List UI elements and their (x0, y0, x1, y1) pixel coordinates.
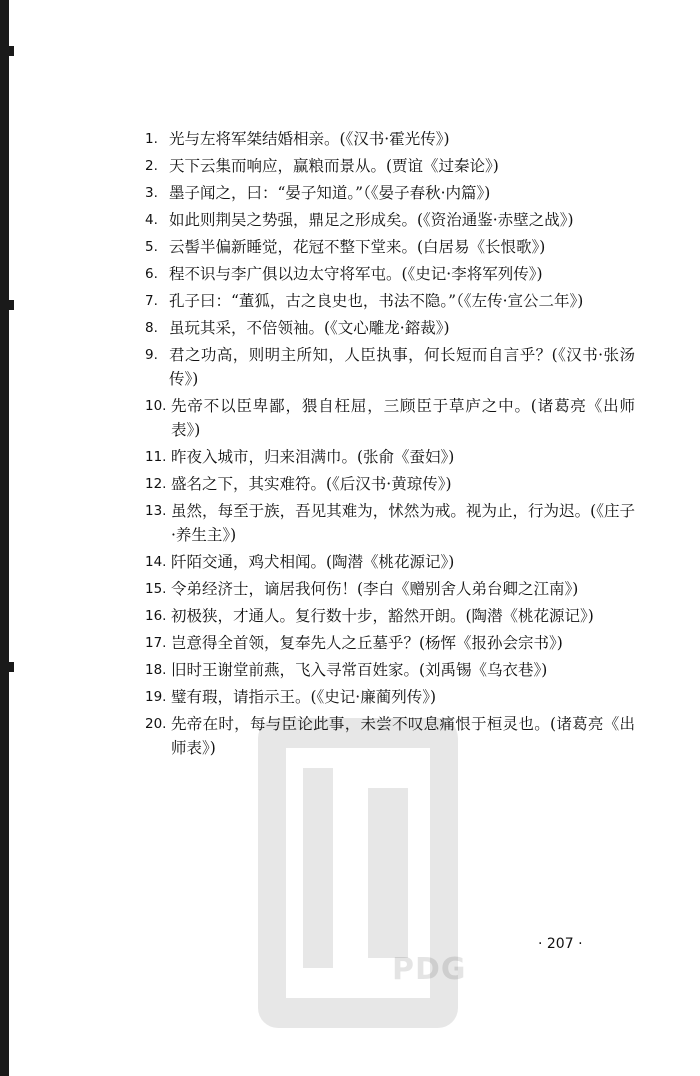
item-text: 云髻半偏新睡觉，花冠不整下堂来。(白居易《长恨歌》) (169, 238, 546, 256)
item-text: 盛名之下，其实难符。(《后汉书·黄琼传》) (171, 475, 452, 493)
item-number: 3. (145, 185, 158, 201)
item-number: 13. (145, 503, 167, 519)
item-number: 6. (145, 266, 158, 282)
list-item (145, 343, 635, 391)
item-text: 君之功高，则明主所知，人臣执事，何长短而自言乎？(《汉书·张汤传》) (169, 346, 635, 388)
item-text: 天下云集而响应，赢粮而景从。(贾谊《过秦论》) (169, 157, 499, 175)
item-number: 16. (145, 608, 167, 624)
list-item (145, 550, 635, 574)
list-item (145, 154, 635, 178)
item-text: 初极狭，才通人。复行数十步，豁然开朗。(陶潜《桃花源记》) (171, 607, 594, 625)
item-text: 岂意得全首领，复奉先人之丘墓乎？(杨恽《报孙会宗书》) (171, 634, 563, 652)
item-number: 11. (145, 449, 167, 465)
list-item (145, 289, 635, 313)
item-text: 令弟经济士，谪居我何伤！(李白《赠别舍人弟台卿之江南》) (171, 580, 579, 598)
list-item (145, 631, 635, 655)
edge-mark (0, 300, 14, 310)
item-number: 17. (145, 635, 167, 651)
item-text: 虽玩其采，不倍领袖。(《文心雕龙·鎔裁》) (169, 319, 450, 337)
page-edge-shadow (0, 0, 9, 1076)
list-item (145, 127, 635, 151)
item-number: 18. (145, 662, 167, 678)
edge-mark (0, 46, 14, 56)
list-item (145, 445, 635, 469)
list-item (145, 181, 635, 205)
list-item (145, 472, 635, 496)
list-item (145, 208, 635, 232)
item-text: 昨夜入城市，归来泪满巾。(张俞《蚕妇》) (171, 448, 455, 466)
item-text: 先帝不以臣卑鄙，猥自枉屈，三顾臣于草庐之中。(诸葛亮《出师表》) (171, 397, 635, 439)
list-item (145, 604, 635, 628)
item-number: 14. (145, 554, 167, 570)
exercise-list (145, 127, 635, 763)
item-number: 7. (145, 293, 158, 309)
item-number: 10. (145, 398, 167, 414)
item-number: 5. (145, 239, 158, 255)
list-item (145, 712, 635, 760)
list-item (145, 262, 635, 286)
item-text: 光与左将军桀结婚相亲。(《汉书·霍光传》) (169, 130, 450, 148)
item-text: 虽然，每至于族，吾见其难为，怵然为戒。视为止，行为迟。(《庄子·养生主》) (171, 502, 635, 544)
item-text: 墨子闻之，曰：“晏子知道。”（《晏子春秋·内篇》) (169, 184, 491, 202)
item-text: 如此则荆吴之势强，鼎足之形成矣。(《资治通鉴·赤壁之战》) (169, 211, 574, 229)
list-item (145, 658, 635, 682)
watermark-text: PDG (392, 952, 467, 987)
list-item (145, 685, 635, 709)
item-text: 先帝在时，每与臣论此事，未尝不叹息痛恨于桓灵也。(诸葛亮《出师表》) (171, 715, 635, 757)
list-item (145, 316, 635, 340)
item-number: 19. (145, 689, 167, 705)
item-number: 1. (145, 131, 158, 147)
item-number: 2. (145, 158, 158, 174)
item-number: 4. (145, 212, 158, 228)
edge-mark (0, 662, 14, 672)
item-number: 15. (145, 581, 167, 597)
item-text: 程不识与李广俱以边太守将军屯。(《史记·李将军列传》) (169, 265, 543, 283)
list-item (145, 235, 635, 259)
item-text: 阡陌交通，鸡犬相闻。(陶潜《桃花源记》) (171, 553, 455, 571)
item-number: 20. (145, 716, 167, 732)
list-item (145, 577, 635, 601)
item-text: 旧时王谢堂前燕，飞入寻常百姓家。(刘禹锡《乌衣巷》) (171, 661, 548, 679)
item-number: 12. (145, 476, 167, 492)
list-item (145, 394, 635, 442)
item-text: 孔子曰：“董狐，古之良史也，书法不隐。”（《左传·宣公二年》) (169, 292, 584, 310)
item-text: 璧有瑕，请指示王。(《史记·廉蔺列传》) (171, 688, 437, 706)
list-item (145, 499, 635, 547)
item-number: 9. (145, 347, 158, 363)
page-number: · 207 · (538, 936, 583, 952)
item-number: 8. (145, 320, 158, 336)
